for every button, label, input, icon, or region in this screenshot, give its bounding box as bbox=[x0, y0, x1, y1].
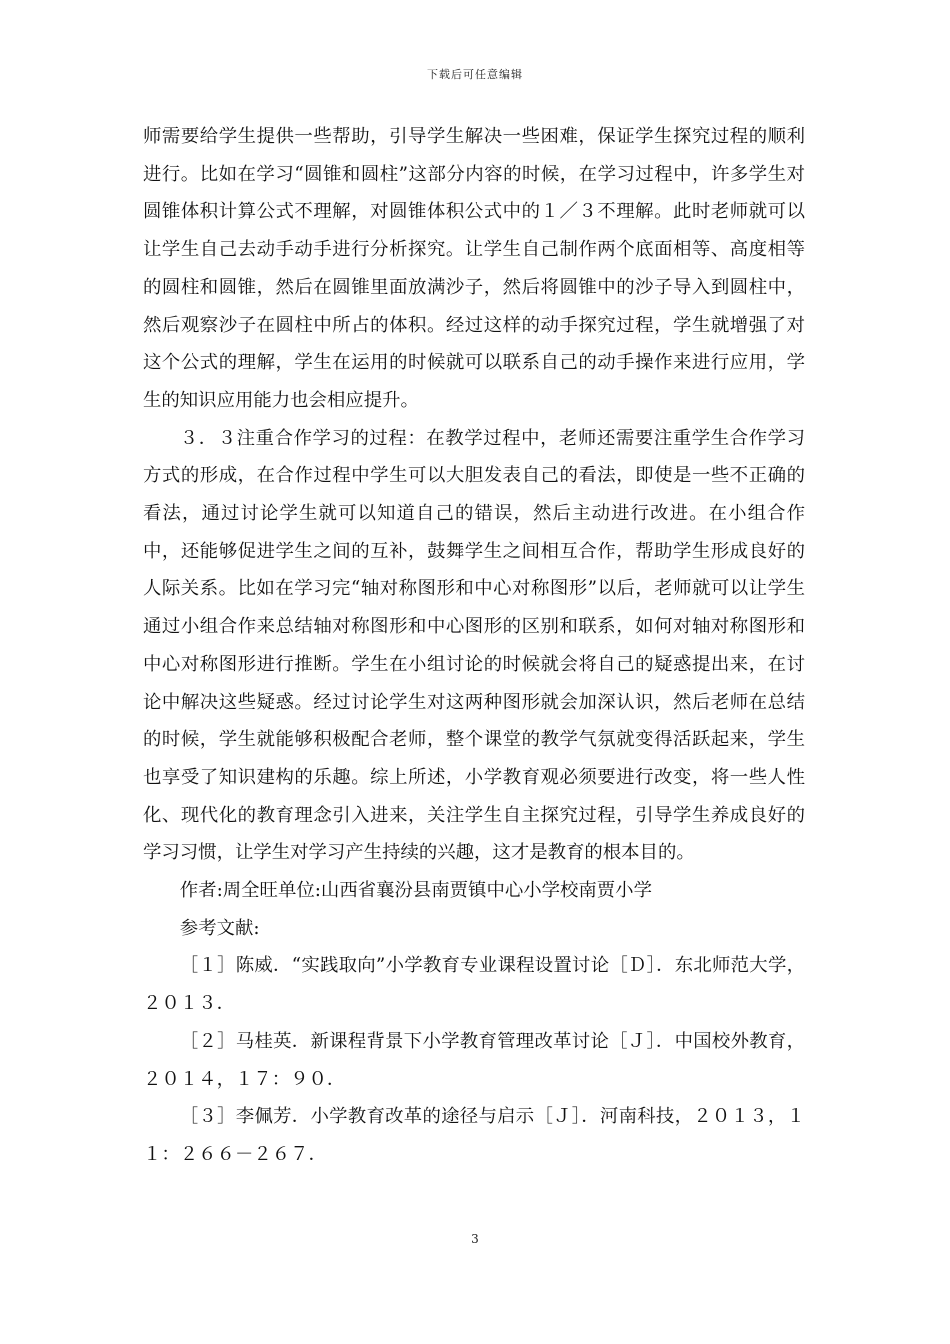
reference-item: ［３］李佩芳．小学教育改革的途径与启示［Ｊ］．河南科技，２０１３，１１：２６６－２６７． bbox=[143, 1106, 805, 1165]
page-number: 3 bbox=[471, 1232, 479, 1246]
reference-item: ［１］陈威．“实践取向”小学教育专业课程设置讨论［Ｄ］．东北师范大学，２０１３． bbox=[143, 955, 805, 1015]
document-body bbox=[143, 118, 805, 1174]
references-heading: 参考文献: bbox=[179, 917, 260, 939]
reference-item: ［２］马桂英．新课程背景下小学教育管理改革讨论［Ｊ］．中国校外教育，２０１４，１７：９０． bbox=[143, 1030, 805, 1090]
author-line: 作者:周全旺单位:山西省襄汾县南贾镇中心小学校南贾小学 bbox=[179, 880, 652, 902]
paragraph-section-3-3: ３．３注重合作学习的过程：在教学过程中，老师还需要注重学生合作学习方式的形成，在合作过程中学生可以大胆发表自己的看法，即使是一些不正确的看法，通过讨论学生就可以知道自己的错误，然后主动进行改进。在小组合作中，还能够促进学生之间的互补，鼓舞学生之间相互合作，帮助学生形成良好的人际关系。比如在学习完“轴对称图形和中心对称图形”以后，老师就可以让学生通过小组合作来总结轴对称图形和中心图形的区别和联系，如何对轴对称图形和中心对称图形进行推断。学生在小组讨论的时候就会将自己的疑惑提出来，在讨论中解决这些疑惑。经过讨论学生对这两种图形就会加深认识，然后老师在总结的时候，学生就能够积极配合老师，整个课堂的教学气氛就变得活跃起来，学生也享受了知识建构的乐趣。综上所述，小学教育观必须要进行改变，将一些人性化、现代化的教育理念引入进来，关注学生自主探究过程，引导学生养成良好的学习习惯，让学生对学习产生持续的兴趣，这才是教育的根本目的。 bbox=[143, 427, 805, 864]
page-header: 下载后可任意编辑 bbox=[427, 68, 523, 81]
paragraph-continued: 师需要给学生提供一些帮助，引导学生解决一些困难，保证学生探究过程的顺利进行。比如在学习“圆锥和圆柱”这部分内容的时候，在学习过程中，许多学生对圆锥体积计算公式不理解，对圆锥体积公式中的１／３不理解。此时老师就可以让学生自己去动手动手进行分析探究。让学生自己制作两个底面相等、高度相等的圆柱和圆锥，然后在圆锥里面放满沙子，然后将圆锥中的沙子导入到圆柱中，然后观察沙子在圆柱中所占的体积。经过这样的动手探究过程，学生就增强了对这个公式的理解，学生在运用的时候就可以联系自己的动手操作来进行应用，学生的知识应用能力也会相应提升。 bbox=[143, 126, 805, 411]
